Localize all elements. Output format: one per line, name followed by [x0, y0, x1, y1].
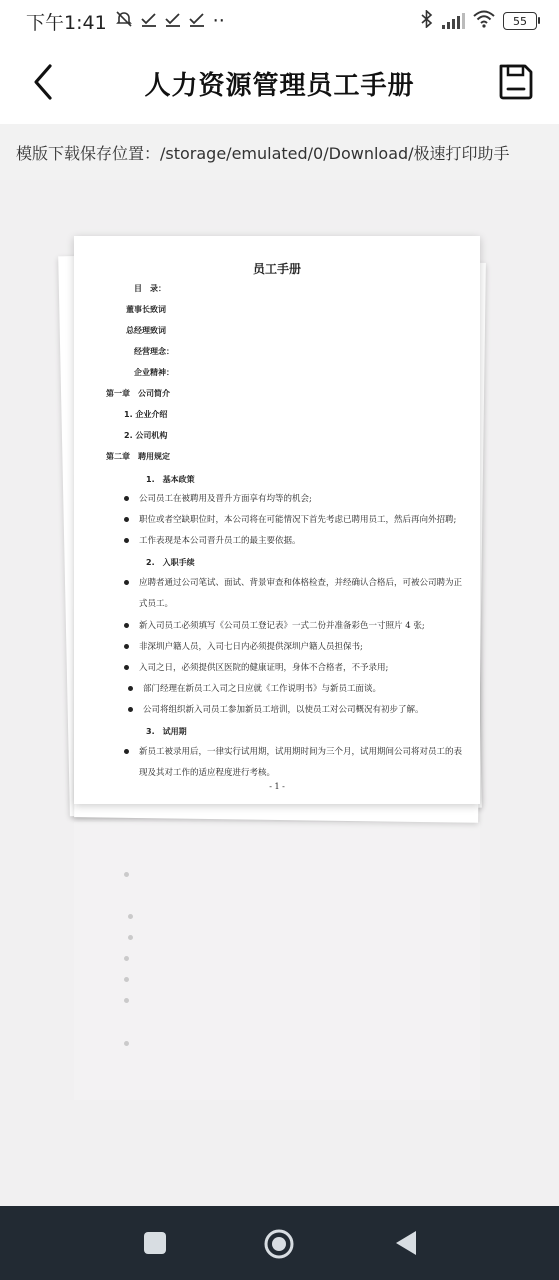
page-reflection	[60, 820, 490, 1100]
save-button[interactable]	[497, 62, 535, 102]
bullet-icon	[124, 538, 129, 543]
bullet-icon	[124, 1041, 129, 1046]
page-number: - 1 -	[269, 782, 285, 791]
toc-item: 经营理念：	[134, 347, 174, 356]
bullet-icon	[128, 914, 133, 919]
section-heading: 1. 基本政策	[146, 475, 195, 484]
paragraph-line: 式员工。	[139, 599, 174, 609]
paragraph-line: 非深圳户籍人员，入司七日内必须提供深圳户籍人员担保书;	[139, 642, 363, 652]
paragraph-line: 职位或者空缺职位时，本公司将在可能情况下首先考虑已聘用员工，然后再向外招聘;	[139, 515, 457, 525]
section-heading: 2. 入职手续	[146, 558, 195, 567]
recent-apps-button[interactable]	[140, 1228, 170, 1258]
bullet-icon	[128, 935, 133, 940]
triangle-back-icon	[392, 1228, 422, 1258]
bullet-icon	[124, 977, 129, 982]
bluetooth-icon	[420, 10, 434, 33]
bullet-icon	[124, 749, 129, 754]
bullet-icon	[124, 496, 129, 501]
bullet-icon	[124, 956, 129, 961]
bullet-icon	[128, 686, 133, 691]
mute-icon	[115, 10, 133, 33]
system-back-button[interactable]	[392, 1228, 422, 1258]
home-button[interactable]	[263, 1228, 295, 1260]
chapter-item: 1. 企业介绍	[124, 410, 168, 419]
check-icon	[189, 11, 205, 32]
toc-heading: 目 录：	[134, 284, 166, 293]
toc-item: 董事长致词	[126, 305, 166, 314]
document-preview[interactable]	[0, 180, 559, 1206]
status-time: 下午1:41	[26, 11, 107, 34]
system-nav-bar	[0, 1206, 559, 1280]
section-heading: 3. 试用期	[146, 727, 187, 736]
battery-level: 55	[513, 14, 527, 28]
check-icon	[141, 11, 157, 32]
bullet-icon	[124, 644, 129, 649]
paragraph-line: 应聘者通过公司笔试、面试、背景审查和体格检查，并经确认合格后，可被公司聘为正	[139, 578, 463, 588]
back-button[interactable]	[28, 62, 62, 102]
paragraph-line: 现及其对工作的适应程度进行考核。	[139, 768, 276, 778]
square-icon	[140, 1228, 170, 1258]
bullet-icon	[124, 580, 129, 585]
document-page-stack	[60, 230, 490, 820]
signal-icon	[442, 13, 465, 29]
wifi-icon	[473, 10, 495, 33]
paragraph-line: 部门经理在新员工入司之日应就《工作说明书》与新员工面谈。	[143, 684, 382, 694]
reflected-page	[74, 822, 480, 1100]
toc-item: 企业精神：	[134, 368, 174, 377]
circle-icon	[263, 1228, 295, 1260]
bullet-icon	[124, 623, 129, 628]
toc-item: 总经理致词	[126, 326, 166, 335]
document-title: 员工手册	[252, 262, 301, 276]
battery-icon	[503, 12, 537, 30]
save-location-bar	[0, 124, 559, 180]
floppy-disk-icon	[497, 62, 535, 102]
more-notifications: ··	[212, 10, 225, 32]
chapter-item: 2. 公司机构	[124, 431, 168, 440]
bullet-icon	[124, 665, 129, 670]
chevron-left-icon	[28, 62, 62, 102]
paragraph-line: 入司之日，必须提供区医院的健康证明，身体不合格者，不予录用;	[139, 663, 389, 673]
check-icon	[165, 11, 181, 32]
status-bar	[0, 0, 559, 42]
bullet-icon	[124, 998, 129, 1003]
bullet-icon	[124, 872, 129, 877]
app-bar	[0, 42, 559, 124]
paragraph-line: 公司将组织新入司员工参加新员工培训，以使员工对公司概况有初步了解。	[143, 705, 424, 715]
bullet-icon	[124, 517, 129, 522]
save-location-text: 模版下载保存位置：/storage/emulated/0/Download/极速打印助手	[16, 143, 510, 163]
document-page	[74, 236, 480, 804]
paragraph-line: 新员工被录用后，一律实行试用期，试用期时间为三个月，试用期间公司将对员工的表	[139, 747, 463, 757]
paragraph-line: 公司员工在被聘用及晋升方面享有均等的机会;	[139, 494, 312, 504]
chapter-heading: 第二章 聘用规定	[106, 452, 170, 461]
page-title: 人力资源管理员工手册	[144, 70, 415, 101]
paragraph-line: 新入司员工必须填写《公司员工登记表》一式二份并准备彩色一寸照片 4 张;	[139, 621, 425, 631]
chapter-heading: 第一章 公司简介	[106, 389, 170, 398]
paragraph-line: 工作表现是本公司晋升员工的最主要依据。	[139, 536, 301, 546]
bullet-icon	[128, 707, 133, 712]
